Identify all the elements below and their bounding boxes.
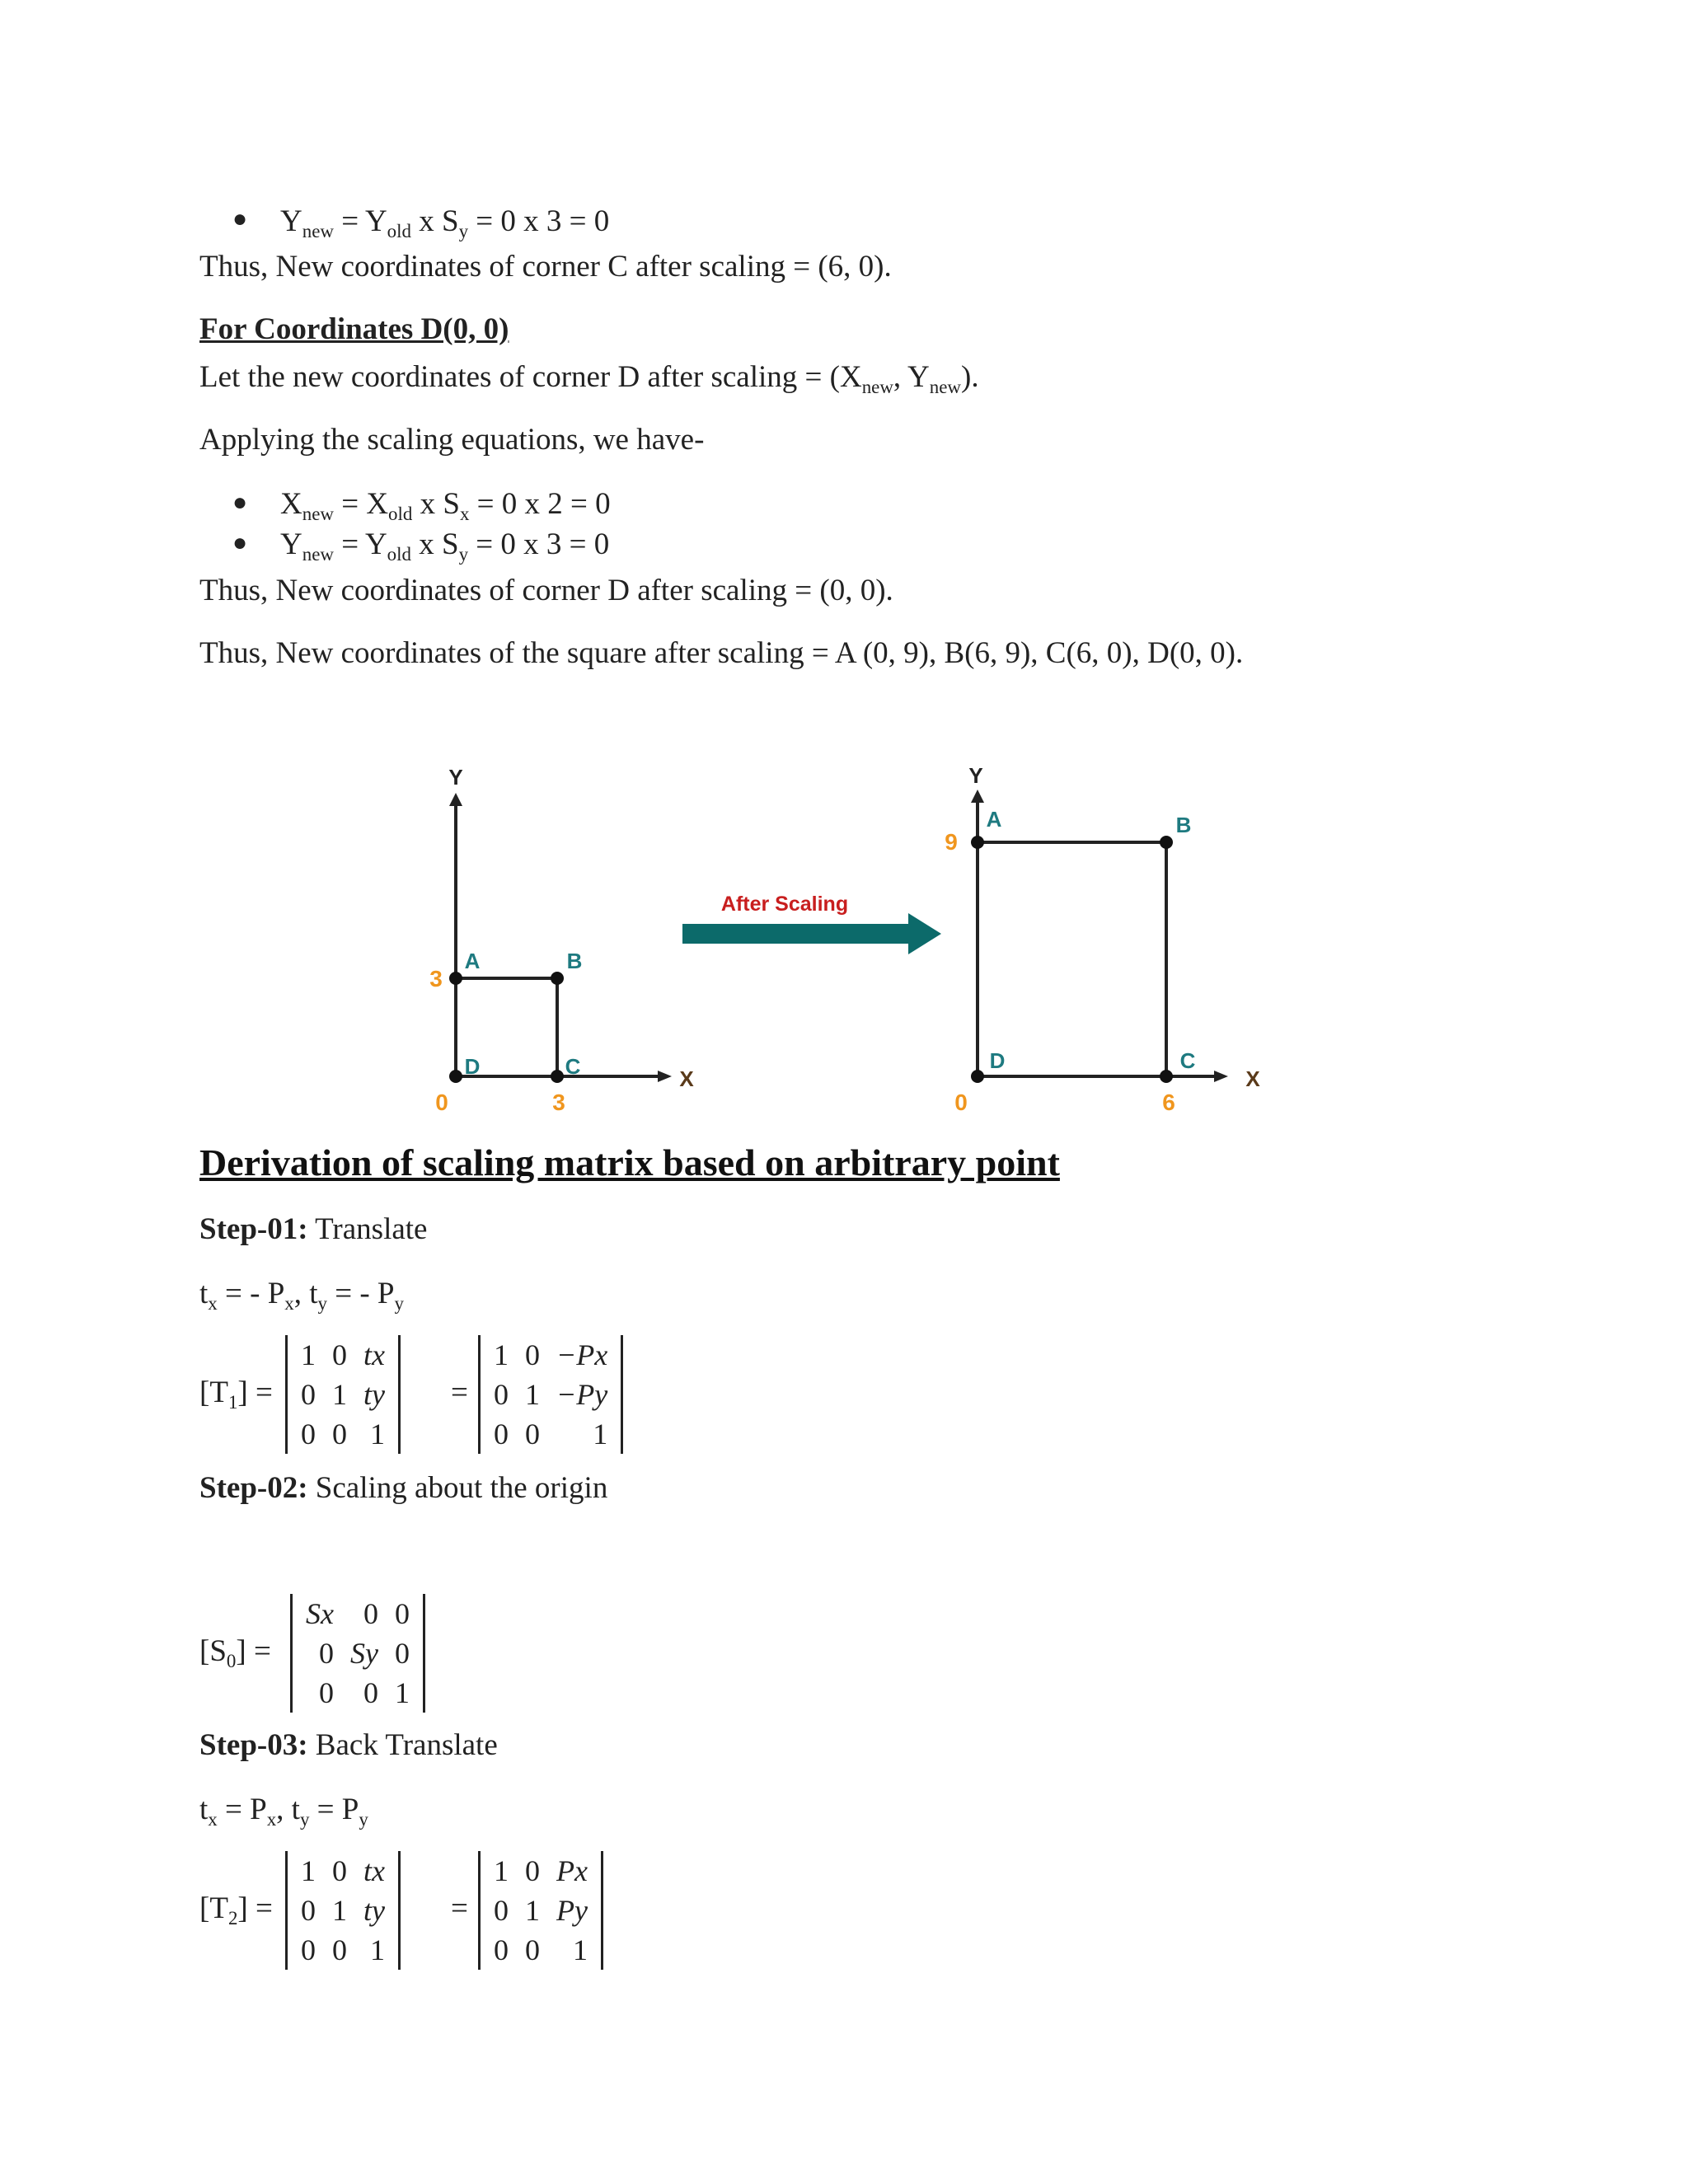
- matrix-cell: ty: [363, 1378, 385, 1411]
- left-x-axis-label: X: [679, 1066, 694, 1091]
- matrix-cell: tx: [363, 1338, 385, 1371]
- after-scaling-arrow: [682, 913, 941, 954]
- right-y-arrowhead: [971, 790, 984, 803]
- matrix-cell: 1: [525, 1378, 540, 1411]
- matrix-cell: Py: [556, 1894, 588, 1927]
- matrix-cell: 0: [494, 1933, 509, 1966]
- matrix-cell: 0: [301, 1378, 316, 1411]
- matrix-cell: 0: [525, 1933, 540, 1966]
- result-corner-c: Thus, New coordinates of corner C after scaling = (6, 0).: [199, 250, 892, 284]
- matrix-cell: 1: [572, 1933, 588, 1966]
- t1-matrix-symbolic: [285, 1335, 401, 1454]
- left-point-a: [449, 972, 462, 985]
- equation-ynew-d: $Y_{new} = Y_{old}$ x $S_y = 0$ x 3 = 0: [280, 527, 610, 565]
- matrix-cell: 1: [369, 1418, 385, 1451]
- matrix-cell: 1: [301, 1854, 316, 1887]
- matrix-cell: 0: [525, 1338, 540, 1371]
- matrix-cell: 1: [301, 1338, 316, 1371]
- matrix-cell: 1: [593, 1418, 608, 1451]
- right-label-d: D: [989, 1048, 1006, 1073]
- t2-label: $[T_2]$ =: [199, 1891, 273, 1929]
- t2-matrix-symbolic: [285, 1851, 401, 1970]
- equation-ynew-c: $Y_{new} = Y_{old}$ x $S_y = 0$ x 3 = 0: [280, 204, 610, 242]
- right-tick-x: 6: [1162, 1090, 1175, 1115]
- matrix-cell: Px: [556, 1854, 588, 1887]
- matrix-cell: 0: [525, 1854, 540, 1887]
- after-scaling-label: After Scaling: [720, 893, 849, 916]
- matrix-cell: 0: [525, 1418, 540, 1451]
- matrix-cell: 0: [494, 1894, 509, 1927]
- step-01: Step-01: Translate: [199, 1212, 428, 1246]
- matrix-cell: 0: [394, 1597, 410, 1630]
- let-statement-d: Let the new coordinates of corner D after scaling = ($X_{new}$, $Y_{new}$).: [199, 360, 979, 398]
- matrix-cell: 1: [494, 1338, 509, 1371]
- matrix-cell: 0: [332, 1418, 347, 1451]
- bullet-icon: ●: [232, 529, 248, 556]
- t1-matrix-values: [478, 1335, 623, 1454]
- left-y-arrowhead: [449, 793, 462, 806]
- applying-text: Applying the scaling equations, we have-: [199, 423, 705, 457]
- left-point-c: [551, 1070, 564, 1083]
- right-tick-y: 9: [945, 829, 958, 855]
- matrix-cell: −Py: [556, 1378, 608, 1411]
- left-tick-x: 3: [552, 1090, 565, 1115]
- matrix-cell: 0: [301, 1933, 316, 1966]
- left-point-d: [449, 1070, 462, 1083]
- matrix-cell: 0: [301, 1418, 316, 1451]
- result-corner-d: Thus, New coordinates of corner D after scaling = (0, 0).: [199, 574, 893, 607]
- matrix-cell: 0: [318, 1637, 334, 1670]
- equals-sign: =: [451, 1891, 468, 1925]
- matrix-cell: Sy: [349, 1637, 378, 1670]
- t1-label: $[T_1]$ =: [199, 1376, 273, 1413]
- matrix-cell: Sx: [306, 1597, 334, 1630]
- right-point-d: [971, 1070, 984, 1083]
- step-03: Step-03: Back Translate: [199, 1728, 498, 1762]
- matrix-cell: 1: [394, 1676, 410, 1709]
- matrix-cell: 0: [494, 1418, 509, 1451]
- derivation-heading: Derivation of scaling matrix based on arbitrary point: [199, 1141, 1060, 1183]
- matrix-cell: 0: [363, 1676, 378, 1709]
- matrix-cell: 0: [332, 1854, 347, 1887]
- left-y-axis-label: Y: [448, 765, 463, 790]
- matrix-cell: 1: [332, 1894, 347, 1927]
- left-label-a: A: [464, 949, 481, 973]
- left-label-b: B: [566, 949, 583, 973]
- right-point-a: [971, 836, 984, 849]
- left-label-c: C: [565, 1054, 581, 1079]
- right-y-axis-label: Y: [968, 763, 983, 788]
- matrix-cell: 0: [332, 1338, 347, 1371]
- s0-label: $[S_0]$ =: [199, 1634, 271, 1672]
- right-point-c: [1160, 1070, 1173, 1083]
- matrix-cell: 0: [332, 1933, 347, 1966]
- matrix-cell: 1: [332, 1378, 347, 1411]
- right-label-b: B: [1175, 813, 1192, 837]
- matrix-cell: 1: [494, 1854, 509, 1887]
- matrix-cell: ty: [363, 1894, 385, 1927]
- left-point-b: [551, 972, 564, 985]
- right-x-arrowhead: [1214, 1071, 1228, 1082]
- bullet-icon: ●: [232, 489, 248, 516]
- matrix-cell: tx: [363, 1854, 385, 1887]
- matrix-cell: 0: [318, 1676, 334, 1709]
- equals-sign: =: [451, 1376, 468, 1409]
- matrix-cell: 0: [363, 1597, 378, 1630]
- matrix-cell: −Px: [556, 1338, 608, 1371]
- equation-xnew-d: $X_{new} = X_{old}$ x $S_x = 0$ x 2 = 0: [280, 487, 611, 525]
- left-tick-x0: 0: [435, 1090, 448, 1115]
- matrix-cell: 0: [301, 1894, 316, 1927]
- matrix-cell: 0: [494, 1378, 509, 1411]
- section-heading-d: For Coordinates D(0, 0): [199, 312, 509, 346]
- step-02: Step-02: Scaling about the origin: [199, 1471, 608, 1505]
- right-rectangle: [978, 842, 1166, 1076]
- t2-matrix-values: [478, 1851, 603, 1970]
- scaling-figure: [0, 742, 1688, 1129]
- left-x-arrowhead: [658, 1071, 672, 1082]
- right-point-b: [1160, 836, 1173, 849]
- step-01-equation: $t_x$ = - $P_x$, $t_y$ = - $P_y$: [199, 1277, 404, 1315]
- matrix-cell: 0: [394, 1637, 410, 1670]
- right-x-axis-label: X: [1245, 1066, 1260, 1091]
- left-label-d: D: [464, 1054, 481, 1079]
- right-tick-x0: 0: [954, 1090, 968, 1115]
- result-square: Thus, New coordinates of the square after scaling = A (0, 9), B(6, 9), C(6, 0), D(0, 0).: [199, 636, 1244, 670]
- matrix-cell: 1: [369, 1933, 385, 1966]
- step-03-equation: $t_x = P_x$, $t_y = P_y$: [199, 1793, 368, 1830]
- matrix-cell: 1: [525, 1894, 540, 1927]
- right-label-a: A: [986, 807, 1002, 832]
- bullet-icon: ●: [232, 205, 248, 232]
- right-label-c: C: [1179, 1048, 1196, 1073]
- left-tick-y: 3: [429, 966, 443, 991]
- s0-matrix: [290, 1594, 425, 1713]
